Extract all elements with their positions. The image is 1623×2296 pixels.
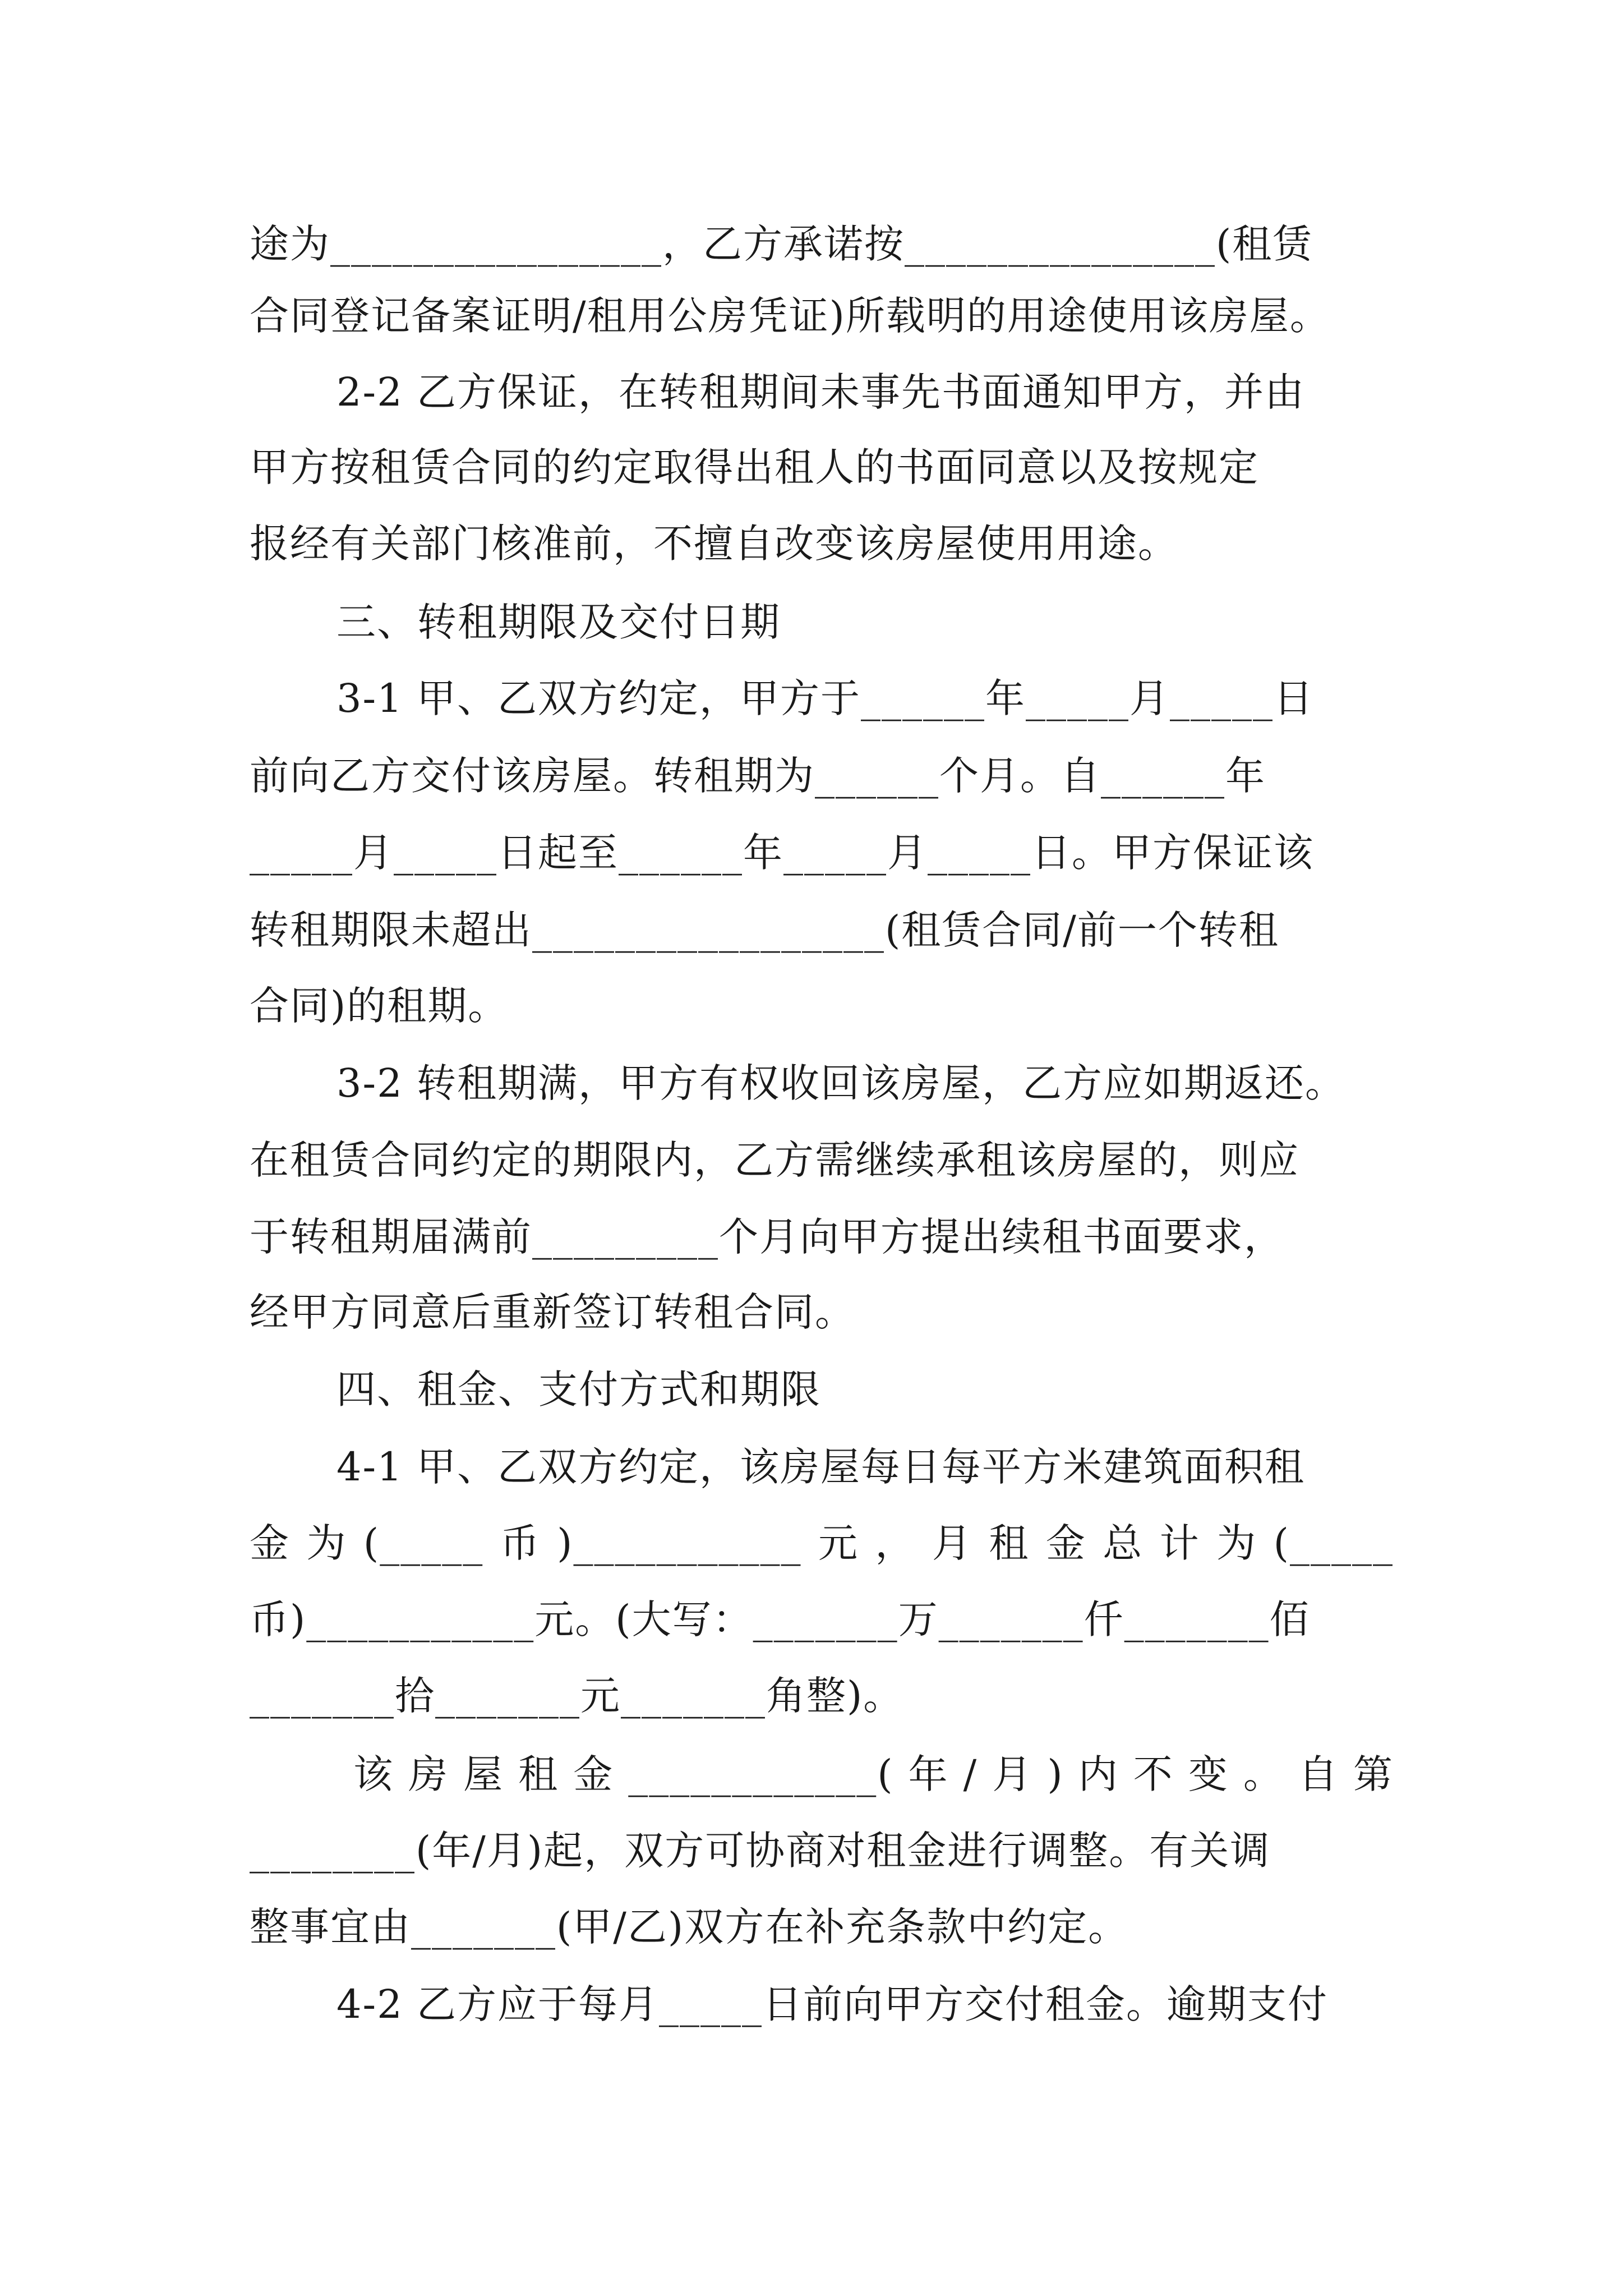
text-line: ________(年/月)起，双方可协商对租金进行调整。有关调 (250, 1828, 1271, 1874)
section-heading: 四、租金、支付方式和期限 (336, 1366, 821, 1412)
text-line: 整事宜由_______(甲/乙)双方在补充条款中约定。 (250, 1904, 1129, 1950)
text-line: 4-1 甲、乙双方约定，该房屋每日每平方米建筑面积租 (336, 1444, 1305, 1490)
text-line: 前向乙方交付该房屋。转租期为______个月。自______年 (250, 753, 1266, 799)
text-line: 3-1 甲、乙双方约定，甲方于______年_____月_____日 (336, 675, 1314, 721)
text-line: 合同登记备案证明/租用公房凭证)所载明的用途使用该房屋。 (250, 293, 1330, 339)
text-line: 4-2 乙方应于每月_____日前向甲方交付租金。逾期支付 (336, 1981, 1328, 2027)
text-line: 在租赁合同约定的期限内，乙方需继续承租该房屋的，则应 (250, 1137, 1299, 1183)
text-line: 途为________________，乙方承诺按_______________(租赁 (250, 221, 1313, 267)
text-line: 甲方按租赁合同的约定取得出租人的书面同意以及按规定 (250, 444, 1259, 490)
text-line: _____月_____日起至______年_____月_____日。甲方保证该 (250, 830, 1314, 876)
text-line: 币)___________元。(大写：_______万_______仟_______佰 (250, 1596, 1310, 1642)
text-line: 3-2 转租期满，甲方有权收回该房屋，乙方应如期返还。 (336, 1060, 1345, 1106)
text-line: _______拾_______元_______角整)。 (250, 1673, 904, 1719)
text-line: 报经有关部门核准前，不擅自改变该房屋使用用途。 (250, 521, 1178, 567)
text-line: 于转租期届满前_________个月向甲方提出续租书面要求， (250, 1214, 1284, 1260)
section-heading: 三、转租期限及交付日期 (336, 599, 781, 645)
text-line: 转租期限未超出_________________(租赁合同/前一个转租 (250, 907, 1279, 953)
text-line: 该房屋租金____________(年/月)内不变。自第 (353, 1751, 1394, 1797)
text-line: 2-2 乙方保证，在转租期间未事先书面通知甲方，并由 (336, 369, 1305, 415)
text-line: 金为(_____币)___________元，月租金总计为(_____ (250, 1520, 1394, 1566)
text-line: 合同)的租期。 (250, 983, 509, 1029)
text-line: 经甲方同意后重新签订转租合同。 (250, 1289, 855, 1335)
